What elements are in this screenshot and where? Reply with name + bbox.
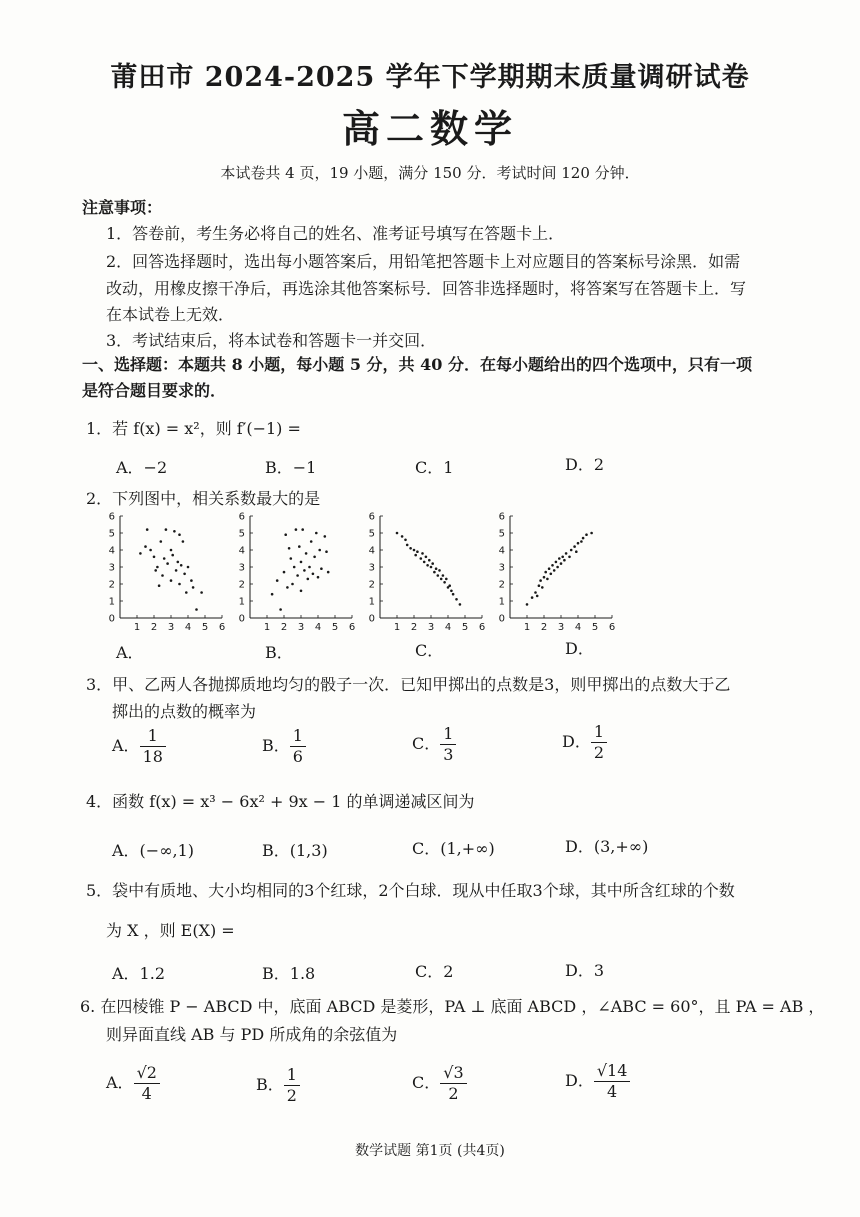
data-point <box>327 571 330 574</box>
q5-option-c: C．2 <box>415 962 454 981</box>
data-point <box>565 552 568 555</box>
y-tick-label: 6 <box>238 511 245 523</box>
data-point <box>556 566 559 569</box>
data-point <box>550 573 553 576</box>
data-point <box>166 562 169 565</box>
data-point <box>541 586 544 589</box>
data-point <box>590 532 593 535</box>
data-point <box>163 557 166 560</box>
scatter-plot-a <box>95 510 235 635</box>
notice-item-2: 2．回答选择题时，选出每小题答案后，用铅笔把答题卡上对应题目的答案标号涂黑．如需 <box>106 252 741 271</box>
q4-stem: 4．函数 f(x) = x³ − 6x² + 9x − 1 的单调递减区间为 <box>86 792 475 811</box>
q5-option-b: B．1.8 <box>262 964 316 983</box>
data-point <box>443 581 446 584</box>
data-point <box>433 571 436 574</box>
data-point <box>300 561 303 564</box>
data-point <box>146 528 149 531</box>
data-point <box>315 532 318 535</box>
data-point <box>293 566 296 569</box>
data-point <box>279 608 282 611</box>
data-point <box>284 533 287 536</box>
y-tick-label: 2 <box>108 579 115 591</box>
q3-option-b: B． $\frac{1}{6}$ <box>262 726 306 767</box>
data-point <box>320 567 323 570</box>
data-point <box>156 566 159 569</box>
x-tick-label: 3 <box>297 622 305 633</box>
q2-stem: 2．下列图中，相关系数最大的是 <box>86 489 321 508</box>
data-point <box>178 533 181 536</box>
q4-option-b: B．(1,3) <box>262 841 328 860</box>
data-point <box>177 561 180 564</box>
exam-title: 莆田市 2024-2025 学年下学期期末质量调研试卷 <box>110 62 750 93</box>
y-tick-label: 1 <box>368 596 375 608</box>
y-tick-label: 5 <box>368 528 375 540</box>
x-tick-label: 2 <box>410 622 418 633</box>
data-point <box>161 574 164 577</box>
data-point <box>431 562 434 565</box>
x-tick-label: 3 <box>557 622 565 633</box>
data-point <box>296 574 299 577</box>
x-tick-label: 5 <box>461 622 469 633</box>
x-tick-label: 2 <box>280 622 288 633</box>
x-tick-label: 6 <box>608 622 616 633</box>
x-tick-label: 5 <box>201 622 209 633</box>
subject-title: 高二数学 <box>341 106 518 151</box>
data-point <box>585 533 588 536</box>
y-tick-label: 0 <box>238 613 245 625</box>
q6-option-b: B． $\frac{1}{2}$ <box>256 1065 300 1106</box>
data-point <box>170 579 173 582</box>
data-point <box>183 573 186 576</box>
data-point <box>450 590 453 593</box>
notice-heading: 注意事项： <box>82 198 163 217</box>
x-tick-label: 6 <box>348 622 356 633</box>
x-tick-label: 3 <box>427 622 435 633</box>
data-point <box>426 564 429 567</box>
data-point <box>271 593 274 596</box>
data-point <box>195 608 198 611</box>
data-point <box>192 586 195 589</box>
data-point <box>185 591 188 594</box>
y-tick-label: 1 <box>238 596 245 608</box>
data-point <box>543 576 546 579</box>
data-point <box>401 535 404 538</box>
data-point <box>149 549 152 552</box>
data-point <box>310 540 313 543</box>
data-point <box>438 569 441 572</box>
data-point <box>421 552 424 555</box>
data-point <box>539 579 542 582</box>
q3-stem-cont: 掷出的点数的概率为 <box>112 702 257 721</box>
y-tick-label: 1 <box>108 596 115 608</box>
scatter-plot-b <box>225 510 365 635</box>
data-point <box>175 569 178 572</box>
data-point <box>448 584 451 587</box>
x-tick-label: 1 <box>393 622 401 633</box>
x-tick-label: 1 <box>133 622 141 633</box>
q3-option-a: A． $\frac{1}{18}$ <box>112 726 166 767</box>
data-point <box>200 591 203 594</box>
data-point <box>546 578 549 581</box>
data-point <box>534 591 537 594</box>
notice-item-2-cont: 改动，用橡皮擦干净后，再选涂其他答案标号．回答非选择题时，将答案写在答题卡上．写 <box>106 279 747 298</box>
data-point <box>561 556 564 559</box>
data-point <box>575 550 578 553</box>
section-heading: 一、选择题：本题共 8 小题，每小题 5 分，共 40 分．在每小题给出的四个选项中，只有一项 <box>82 355 752 374</box>
data-point <box>324 535 327 538</box>
data-point <box>437 574 440 577</box>
data-point <box>553 569 556 572</box>
data-point <box>577 542 580 545</box>
q1-option-a: A．−2 <box>116 458 168 477</box>
data-point <box>570 549 573 552</box>
data-point <box>538 584 541 587</box>
data-point <box>286 586 289 589</box>
data-point <box>526 603 529 606</box>
data-point <box>423 561 426 564</box>
data-point <box>153 556 156 559</box>
q1-option-b: B．−1 <box>265 458 317 477</box>
data-point <box>165 528 168 531</box>
data-point <box>325 550 328 553</box>
data-point <box>312 573 315 576</box>
x-tick-label: 6 <box>218 622 226 633</box>
data-point <box>317 576 320 579</box>
data-point <box>139 552 142 555</box>
y-tick-label: 4 <box>238 545 245 557</box>
x-tick-label: 2 <box>540 622 548 633</box>
data-point <box>459 603 462 606</box>
x-tick-label: 2 <box>150 622 158 633</box>
q6-option-d: D． $\frac{√14}{4}$ <box>565 1061 630 1102</box>
y-tick-label: 4 <box>108 545 115 557</box>
data-point <box>558 557 561 560</box>
data-point <box>568 556 571 559</box>
exam-info: 本试卷共 4 页，19 小题，满分 150 分．考试时间 120 分钟． <box>220 164 640 182</box>
data-point <box>276 579 279 582</box>
q2-option-b: B． <box>265 643 293 662</box>
data-point <box>154 569 157 572</box>
q2-option-c: C． <box>415 641 444 660</box>
scatter-plot-c <box>355 510 495 635</box>
q1-option-c: C．1 <box>415 458 454 477</box>
q2-option-a: A． <box>116 643 144 662</box>
q6-option-a: A． $\frac{√2}{4}$ <box>106 1063 160 1104</box>
y-tick-label: 3 <box>238 562 245 574</box>
x-tick-label: 5 <box>331 622 339 633</box>
data-point <box>580 540 583 543</box>
y-tick-label: 0 <box>498 613 505 625</box>
data-point <box>308 566 311 569</box>
data-point <box>313 556 316 559</box>
x-tick-label: 5 <box>591 622 599 633</box>
data-point <box>182 540 185 543</box>
y-tick-label: 5 <box>498 528 505 540</box>
data-point <box>170 549 173 552</box>
q6-stem: 6. 在四棱锥 P − ABCD 中，底面 ABCD 是菱形，PA ⊥ 底面 ABCD ，∠ABC = 60°，且 PA = AB ， <box>80 997 825 1016</box>
data-point <box>180 564 183 567</box>
page-footer: 数学试题 第1页 (共4页) <box>355 1143 505 1159</box>
data-point <box>416 550 419 553</box>
q4-option-d: D．(3,+∞) <box>565 837 649 856</box>
y-tick-label: 0 <box>368 613 375 625</box>
data-point <box>187 566 190 569</box>
data-point <box>413 549 416 552</box>
data-point <box>440 578 443 581</box>
y-tick-label: 6 <box>498 511 505 523</box>
x-tick-label: 6 <box>478 622 486 633</box>
q3-option-c: C． $\frac{1}{3}$ <box>412 724 456 765</box>
data-point <box>307 578 310 581</box>
data-point <box>544 571 547 574</box>
q5-stem: 5．袋中有质地、大小均相同的3个红球，2个白球．现从中任取3个球，其中所含红球的个数 <box>86 881 735 900</box>
y-tick-label: 4 <box>498 545 505 557</box>
data-point <box>318 549 321 552</box>
y-tick-label: 6 <box>368 511 375 523</box>
data-point <box>425 556 428 559</box>
data-point <box>190 579 193 582</box>
x-tick-label: 1 <box>263 622 271 633</box>
data-point <box>283 571 286 574</box>
y-tick-label: 2 <box>238 579 245 591</box>
data-point <box>531 596 534 599</box>
y-tick-label: 1 <box>498 596 505 608</box>
data-point <box>414 554 417 557</box>
q6-option-c: C． $\frac{√3}{2}$ <box>412 1063 467 1104</box>
notice-item-3: 3．考试结束后，将本试卷和答题卡一并交回． <box>106 331 437 350</box>
data-point <box>298 545 301 548</box>
data-point <box>173 530 176 533</box>
data-point <box>295 528 298 531</box>
y-tick-label: 3 <box>498 562 505 574</box>
y-tick-label: 6 <box>108 511 115 523</box>
y-tick-label: 3 <box>108 562 115 574</box>
y-tick-label: 5 <box>238 528 245 540</box>
data-point <box>406 544 409 547</box>
x-tick-label: 1 <box>523 622 531 633</box>
q1-option-d: D．2 <box>565 455 605 474</box>
data-point <box>291 583 294 586</box>
x-tick-label: 3 <box>167 622 175 633</box>
data-point <box>158 584 161 587</box>
data-point <box>548 567 551 570</box>
q3-stem: 3．甲、乙两人各抛掷质地均匀的骰子一次．已知甲掷出的点数是3，则甲掷出的点数大于乙 <box>86 675 731 694</box>
q5-option-d: D．3 <box>565 961 605 980</box>
data-point <box>555 561 558 564</box>
data-point <box>455 598 458 601</box>
data-point <box>428 559 431 562</box>
data-point <box>430 566 433 569</box>
q5-stem-cont: 为 X ，则 E(X) = <box>106 921 235 940</box>
x-tick-label: 4 <box>314 622 322 633</box>
q4-option-c: C．(1,+∞) <box>412 839 495 858</box>
data-point <box>409 547 412 550</box>
data-point <box>178 583 181 586</box>
data-point <box>560 562 563 565</box>
q3-option-d: D． $\frac{1}{2}$ <box>562 722 607 763</box>
data-point <box>305 552 308 555</box>
data-point <box>442 574 445 577</box>
data-point <box>582 537 585 540</box>
x-tick-label: 4 <box>444 622 452 633</box>
y-tick-label: 2 <box>368 579 375 591</box>
q2-option-d: D． <box>565 639 594 658</box>
data-point <box>420 557 423 560</box>
data-point <box>290 557 293 560</box>
y-tick-label: 2 <box>498 579 505 591</box>
data-point <box>536 595 539 598</box>
q1-stem: 1．若 f(x) = x²，则 f′(−1) = <box>86 419 301 438</box>
data-point <box>452 593 455 596</box>
notice-item-2-end: 在本试卷上无效． <box>106 305 235 324</box>
q5-option-a: A．1.2 <box>112 964 166 983</box>
data-point <box>445 578 448 581</box>
data-point <box>160 540 163 543</box>
data-point <box>435 567 438 570</box>
scatter-plot-d <box>485 510 625 635</box>
q4-option-a: A．(−∞,1) <box>112 841 195 860</box>
data-point <box>303 569 306 572</box>
y-tick-label: 5 <box>108 528 115 540</box>
data-point <box>563 559 566 562</box>
q6-stem-cont: 则异面直线 AB 与 PD 所成角的余弦值为 <box>106 1025 398 1044</box>
x-tick-label: 4 <box>184 622 192 633</box>
notice-item-1: 1．答卷前，考生务必将自己的姓名、准考证号填写在答题卡上． <box>106 224 565 243</box>
data-point <box>144 545 147 548</box>
y-tick-label: 0 <box>108 613 115 625</box>
data-point <box>573 545 576 548</box>
data-point <box>551 564 554 567</box>
y-tick-label: 3 <box>368 562 375 574</box>
section-heading-cont: 是符合题目要求的． <box>82 381 227 400</box>
x-tick-label: 4 <box>574 622 582 633</box>
data-point <box>396 532 399 535</box>
data-point <box>171 554 174 557</box>
data-point <box>404 539 407 542</box>
data-point <box>300 590 303 593</box>
y-tick-label: 4 <box>368 545 375 557</box>
data-point <box>288 547 291 550</box>
data-point <box>301 528 304 531</box>
